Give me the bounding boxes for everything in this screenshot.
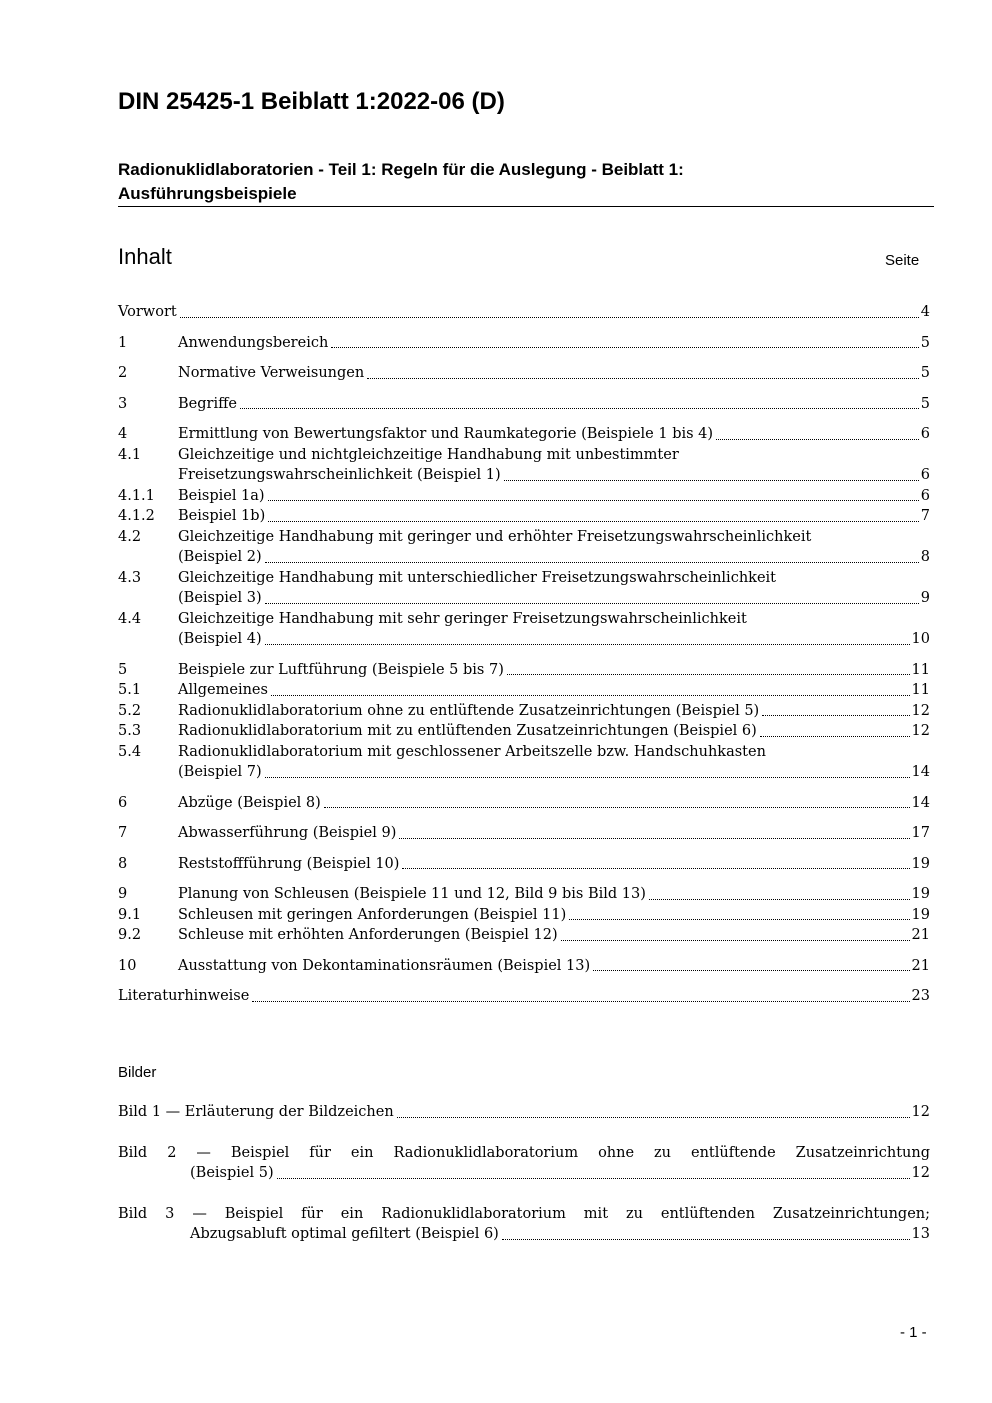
toc-entry-number: 4.1.2 <box>118 508 155 524</box>
leader-dots <box>252 1001 909 1002</box>
leader-dots <box>402 868 909 869</box>
leader-dots <box>265 644 910 645</box>
toc-entry[interactable] <box>118 527 930 568</box>
toc-entry-page: 7 <box>920 508 930 524</box>
toc-entry-page: 4 <box>920 304 930 320</box>
toc-entry-number: 10 <box>118 957 137 974</box>
figure-entry-title-continued: Abzugsabluft optimal gefiltert (Beispiel 6) <box>190 1226 499 1242</box>
toc-entry-title: Reststoffführung (Beispiel 10) <box>178 855 400 872</box>
toc-entry-title: Abzüge (Beispiel 8) <box>178 794 321 811</box>
leader-dots <box>277 1178 910 1179</box>
toc-entry-page: 23 <box>911 988 930 1004</box>
leader-dots <box>716 439 919 440</box>
toc-entry-title: Gleichzeitige Handhabung mit sehr geringer Freisetzungswahrscheinlichkeit <box>178 610 747 627</box>
toc-entry-page: 21 <box>911 927 930 943</box>
leader-dots <box>502 1239 910 1240</box>
toc-entry-title: Allgemeines <box>178 682 268 698</box>
toc-entry[interactable] <box>118 486 930 507</box>
toc-entry-number: 5.2 <box>118 702 142 719</box>
leader-dots <box>331 347 918 348</box>
figure-entry[interactable] <box>118 1204 930 1245</box>
toc-entry-title: Gleichzeitige Handhabung mit unterschiedlicher Freisetzungswahrscheinlichkeit <box>178 569 776 586</box>
figure-entry-title: Bild 3 — Beispiel für ein Radionuklidlaboratorium mit zu entlüftenden Zusatzeinrichtungen; <box>118 1205 930 1222</box>
toc-entry-number: 6 <box>118 794 128 811</box>
toc-entry-page: 6 <box>920 426 930 442</box>
toc-entry[interactable] <box>118 823 930 844</box>
toc-entry-number: 5.4 <box>118 743 142 760</box>
leader-dots <box>507 674 910 675</box>
toc-page-column-label: Seite <box>885 252 920 269</box>
toc-entry-page: 21 <box>911 957 930 974</box>
toc-entry-number: 4.2 <box>118 528 142 545</box>
toc-entry-title-continued: (Beispiel 2) <box>178 549 262 565</box>
toc-entry-page: 14 <box>911 794 930 811</box>
leader-dots <box>268 521 919 522</box>
toc-entry-number: 9 <box>118 886 128 902</box>
figures-heading: Bilder <box>118 1064 157 1081</box>
figure-entry-page: 13 <box>911 1226 930 1242</box>
leader-dots <box>268 500 919 501</box>
toc-entry[interactable] <box>118 394 930 415</box>
toc-entry[interactable] <box>118 506 930 527</box>
toc-entry-page: 5 <box>920 395 930 412</box>
toc-entry-title: Abwasserführung (Beispiel 9) <box>178 825 397 841</box>
figure-entry-page: 12 <box>911 1165 930 1181</box>
toc-entry-page: 11 <box>911 682 930 698</box>
toc-entry-title: Schleuse mit erhöhten Anforderungen (Beispiel 12) <box>178 927 558 943</box>
leader-dots <box>180 317 919 318</box>
toc-entry-number: 4.3 <box>118 569 142 586</box>
toc-entry-number: 9.2 <box>118 927 142 943</box>
list-of-figures <box>118 1102 930 1265</box>
toc-entry-number: 8 <box>118 855 128 872</box>
toc-entry[interactable] <box>118 680 930 701</box>
table-of-contents <box>118 302 930 1007</box>
leader-dots <box>760 736 910 737</box>
toc-entry[interactable] <box>118 854 930 875</box>
toc-entry-title: Beispiele zur Luftführung (Beispiele 5 bis 7) <box>178 661 504 678</box>
toc-entry-number: 3 <box>118 395 128 412</box>
toc-entry-page: 12 <box>911 702 930 719</box>
figure-entry-title: Bild 2 — Beispiel für ein Radionuklidlaboratorium ohne zu entlüftende Zusatzeinrichtung <box>118 1144 930 1161</box>
leader-dots <box>593 970 909 971</box>
leader-dots <box>397 1117 910 1118</box>
toc-entry-title: Gleichzeitige und nichtgleichzeitige Handhabung mit unbestimmter <box>178 446 679 463</box>
toc-entry-number: 1 <box>118 334 128 351</box>
figure-entry[interactable] <box>118 1143 930 1184</box>
leader-dots <box>569 919 909 920</box>
toc-entry-number: 4 <box>118 426 128 442</box>
leader-dots <box>762 715 909 716</box>
toc-entry-number: 9.1 <box>118 906 142 923</box>
toc-entry-title-continued: (Beispiel 7) <box>178 764 262 780</box>
toc-entry-title: Radionuklidlaboratorium ohne zu entlüftende Zusatzeinrichtungen (Beispiel 5) <box>178 702 760 719</box>
toc-entry-label: Vorwort <box>118 304 177 320</box>
toc-entry-title: Radionuklidlaboratorium mit geschlossener Arbeitszelle bzw. Handschuhkasten <box>178 743 766 760</box>
toc-entry[interactable] <box>118 568 930 609</box>
toc-entry-vorwort[interactable] <box>118 302 930 323</box>
toc-entry-title: Radionuklidlaboratorium mit zu entlüftenden Zusatzeinrichtungen (Beispiel 6) <box>178 723 757 739</box>
figure-entry-page: 12 <box>911 1104 930 1120</box>
toc-entry-number: 4.1.1 <box>118 487 155 504</box>
leader-dots <box>265 777 910 778</box>
leader-dots <box>265 603 919 604</box>
subtitle-line-1: Radionuklidlaboratorien - Teil 1: Regeln für die Auslegung - Beiblatt 1: <box>118 160 684 179</box>
toc-entry-page: 5 <box>920 334 930 351</box>
toc-entry[interactable] <box>118 424 930 445</box>
toc-entry[interactable] <box>118 701 930 722</box>
toc-entry[interactable] <box>118 925 930 946</box>
toc-entry[interactable] <box>118 660 930 681</box>
toc-entry-literaturhinweise[interactable] <box>118 986 930 1007</box>
toc-entry-number: 5 <box>118 661 128 678</box>
subtitle-line-2: Ausführungsbeispiele <box>118 184 297 203</box>
leader-dots <box>271 695 910 696</box>
toc-entry-title: Beispiel 1b) <box>178 508 266 524</box>
toc-entry-title: Normative Verweisungen <box>178 365 365 381</box>
toc-entry-page: 8 <box>920 549 930 565</box>
leader-dots <box>649 899 910 900</box>
toc-entry[interactable] <box>118 742 930 783</box>
toc-entry-title: Ausstattung von Dekontaminationsräumen (Beispiel 13) <box>178 957 591 974</box>
toc-entry-page: 9 <box>920 590 930 606</box>
toc-entry-title-continued: (Beispiel 3) <box>178 590 262 606</box>
toc-entry-page: 19 <box>911 906 930 923</box>
toc-entry-number: 4.1 <box>118 446 142 463</box>
leader-dots <box>504 480 919 481</box>
toc-entry-page: 5 <box>920 365 930 381</box>
toc-entry-page: 17 <box>911 825 930 841</box>
toc-entry-title: Gleichzeitige Handhabung mit geringer und erhöhter Freisetzungswahrscheinlichkeit <box>178 528 812 545</box>
figure-entry-title-continued: (Beispiel 5) <box>190 1165 274 1181</box>
toc-heading: Inhalt <box>118 244 172 269</box>
leader-dots <box>324 807 910 808</box>
toc-entry-number: 5.3 <box>118 723 142 739</box>
toc-entry[interactable] <box>118 333 930 354</box>
figure-entry[interactable] <box>118 1102 930 1123</box>
leader-dots <box>240 408 919 409</box>
toc-entry-number: 2 <box>118 365 128 381</box>
toc-entry-title: Planung von Schleusen (Beispiele 11 und 12, Bild 9 bis Bild 13) <box>178 886 646 902</box>
toc-entry[interactable] <box>118 793 930 814</box>
toc-entry-number: 4.4 <box>118 610 142 627</box>
toc-entry[interactable] <box>118 905 930 926</box>
toc-entry-page: 12 <box>911 723 930 739</box>
toc-entry-number: 5.1 <box>118 682 142 698</box>
leader-dots <box>367 378 919 379</box>
figure-entry-title: Bild 1 — Erläuterung der Bildzeichen <box>118 1104 394 1120</box>
toc-entry-title: Begriffe <box>178 395 237 412</box>
page-number: - 1 - <box>900 1324 927 1341</box>
toc-entry-title: Beispiel 1a) <box>178 487 265 504</box>
leader-dots <box>399 838 909 839</box>
document-subtitle <box>118 158 934 206</box>
toc-entry-title: Anwendungsbereich <box>178 334 329 351</box>
toc-entry-page: 6 <box>920 467 930 483</box>
leader-dots <box>561 940 910 941</box>
toc-entry-page: 6 <box>920 487 930 504</box>
toc-entry[interactable] <box>118 956 930 977</box>
toc-entry-title-continued: (Beispiel 4) <box>178 631 262 647</box>
toc-entry-page: 19 <box>911 886 930 902</box>
toc-entry-page: 19 <box>911 855 930 872</box>
toc-entry[interactable] <box>118 721 930 742</box>
toc-entry[interactable] <box>118 609 930 650</box>
toc-entry-page: 10 <box>911 631 930 647</box>
toc-entry-page: 14 <box>911 764 930 780</box>
toc-entry[interactable] <box>118 884 930 905</box>
document-title: DIN 25425-1 Beiblatt 1:2022-06 (D) <box>118 88 505 115</box>
toc-entry-page: 11 <box>911 661 930 678</box>
title-divider <box>118 206 934 207</box>
toc-entry-title: Ermittlung von Bewertungsfaktor und Raumkategorie (Beispiele 1 bis 4) <box>178 426 714 442</box>
leader-dots <box>265 562 919 563</box>
toc-entry[interactable] <box>118 445 930 486</box>
toc-entry-label: Literaturhinweise <box>118 988 250 1004</box>
toc-entry[interactable] <box>118 363 930 384</box>
toc-entry-title-continued: Freisetzungswahrscheinlichkeit (Beispiel 1) <box>178 467 501 483</box>
toc-entry-title: Schleusen mit geringen Anforderungen (Beispiel 11) <box>178 906 567 923</box>
toc-entry-number: 7 <box>118 825 128 841</box>
